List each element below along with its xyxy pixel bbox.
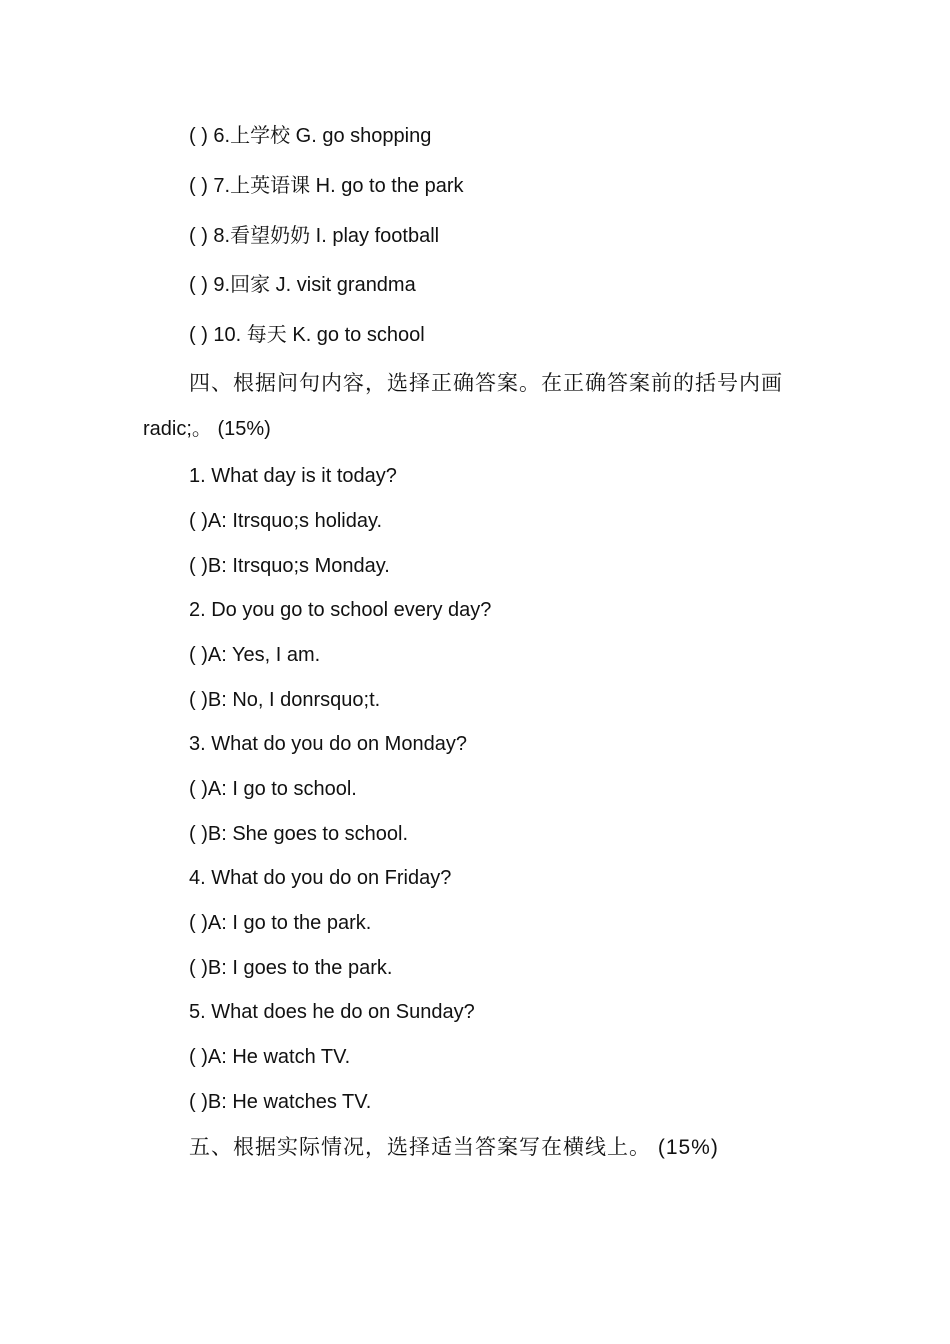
question-1-option-a: ( )A: Itrsquo;s holiday. — [189, 510, 383, 532]
match-item-8: ( ) 8.看望奶奶 I. play football — [189, 225, 440, 247]
match-item-7: ( ) 7.上英语课 H. go to the park — [189, 175, 464, 197]
section-5-title: 五、根据实际情况，选择适当答案写在横线上。 (15%) — [189, 1136, 719, 1159]
question-3-option-a: ( )A: I go to school. — [189, 778, 357, 800]
match-item-6: ( ) 6.上学校 G. go shopping — [189, 125, 432, 147]
question-4: 4. What do you do on Friday? — [189, 867, 452, 889]
question-5-option-a: ( )A: He watch TV. — [189, 1046, 351, 1068]
question-2-option-a: ( )A: Yes, I am. — [189, 644, 321, 666]
question-1: 1. What day is it today? — [189, 465, 397, 487]
question-2-option-b: ( )B: No, I donrsquo;t. — [189, 689, 381, 711]
section-4-title-line1: 四、根据问句内容，选择正确答案。在正确答案前的括号内画 — [189, 372, 783, 395]
question-3: 3. What do you do on Monday? — [189, 733, 467, 755]
question-1-option-b: ( )B: Itrsquo;s Monday. — [189, 555, 390, 577]
question-2: 2. Do you go to school every day? — [189, 599, 492, 621]
question-3-option-b: ( )B: She goes to school. — [189, 823, 409, 845]
question-5-option-b: ( )B: He watches TV. — [189, 1091, 372, 1113]
match-item-9: ( ) 9.回家 J. visit grandma — [189, 274, 416, 296]
question-4-option-b: ( )B: I goes to the park. — [189, 957, 393, 979]
question-4-option-a: ( )A: I go to the park. — [189, 912, 372, 934]
section-4-title-line2: radic;。 (15%) — [143, 418, 271, 440]
question-5: 5. What does he do on Sunday? — [189, 1001, 475, 1023]
match-item-10: ( ) 10. 每天 K. go to school — [189, 324, 425, 346]
